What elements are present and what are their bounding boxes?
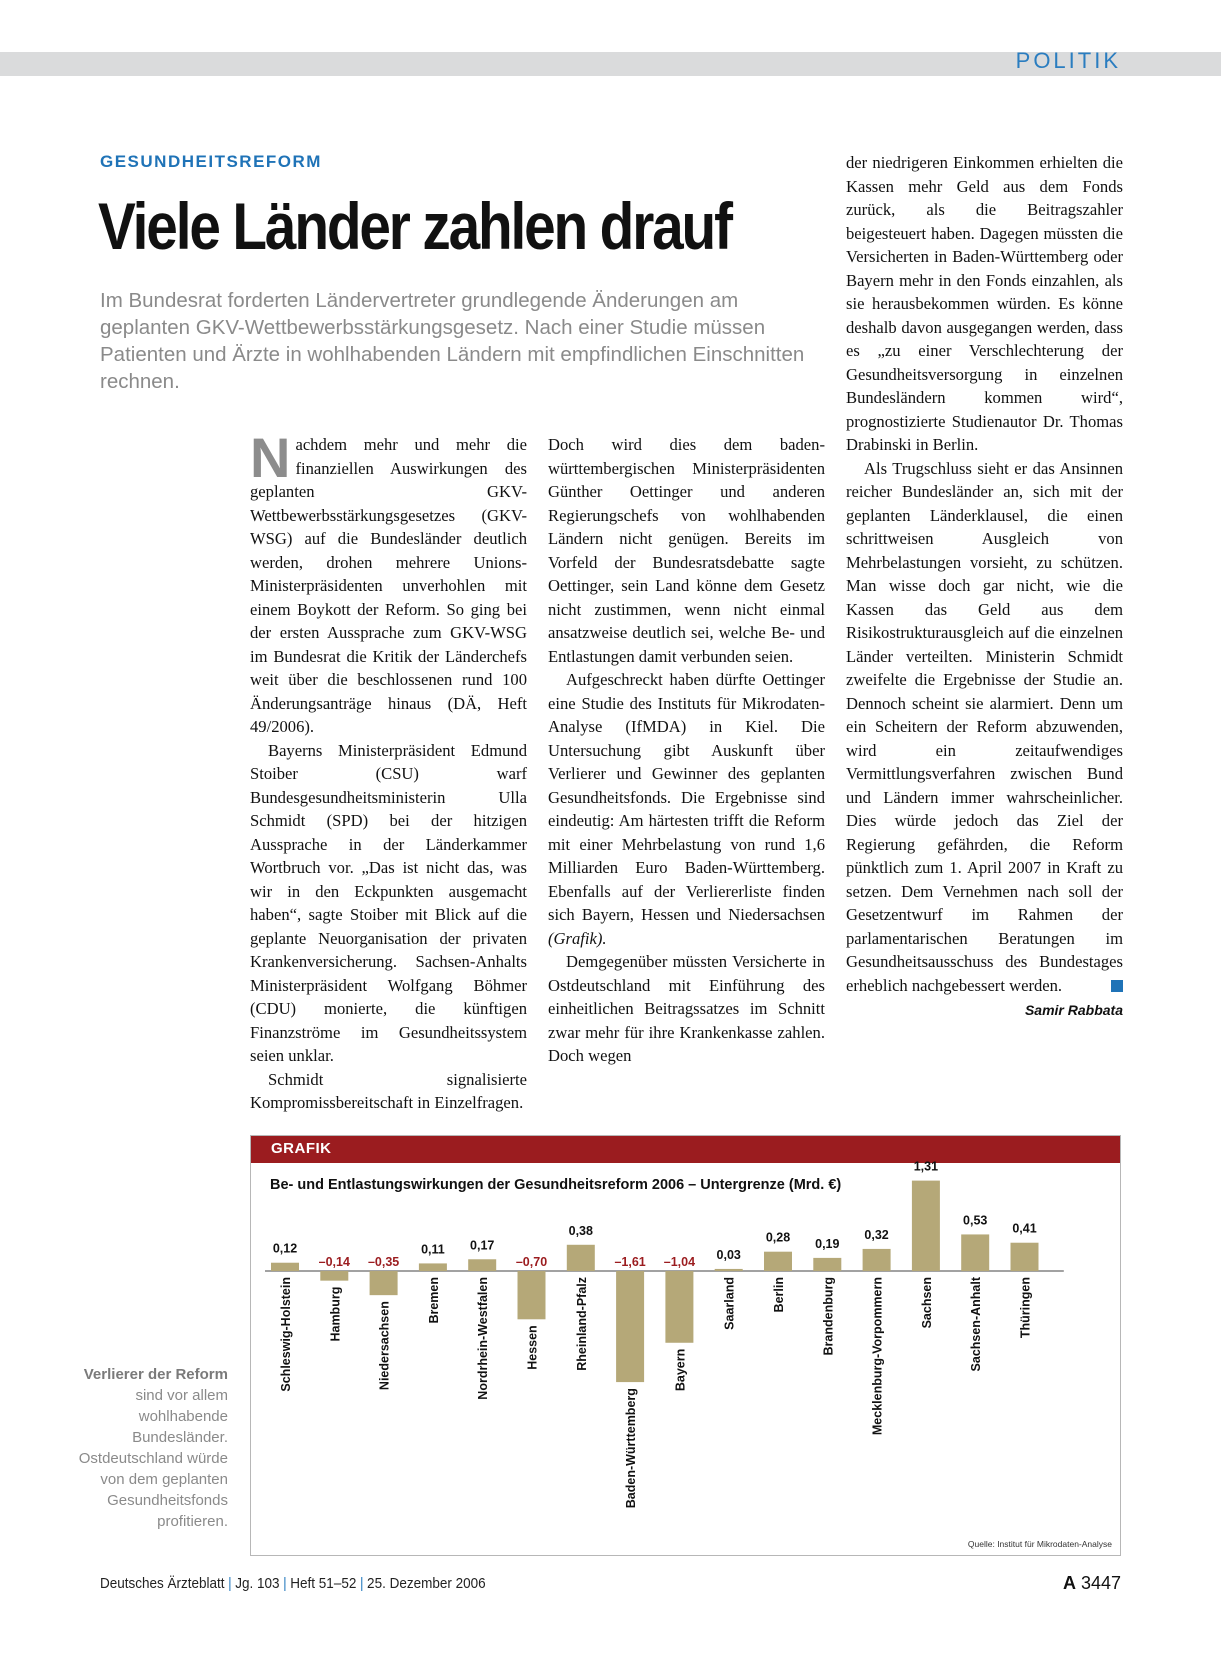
category-label: Hessen	[525, 1325, 540, 1370]
category-label: Hamburg	[328, 1286, 343, 1342]
value-label: 0,41	[1012, 1221, 1037, 1236]
footer-volume: Jg. 103	[235, 1575, 280, 1592]
paragraph: Aufgeschreckt haben dürfte Oettinger eine Studie des Instituts für Mikrodaten-Analyse (IfMDA) in Kiel. Die Untersuchung gibt Auskunft über Verlierer und Gewinner des geplanten Gesundheitsfonds. Die Ergebnisse sind eindeutig: Am härtesten trifft die Reform mit einer Mehrbelastung von rund 1,6 Milliarden Euro Baden-Württemberg. Ebenfalls auf der Verliererliste finden sich Bayern, Hessen und Niedersachsen (Grafik).	[548, 670, 825, 948]
article-column-3	[846, 151, 1123, 1023]
paragraph: Nachdem mehr und mehr die finanziellen Auswirkungen des geplanten GKV-Wettbewerbsstärkungsgesetzes (GKV-WSG) auf die Bundesländer deutlich werden, drohen mehrere Unions-Ministerpräsidenten unverhohlen mit einem Boykott der Reform. So ging bei der ersten Aussprache zum GKV-WSG im Bundesrat die Kritik der Länderchefs weit über die beschlossenen rund 100 Änderungsanträge hinaus (DÄ, Heft 49/2006).	[250, 426, 527, 736]
paragraph: Schmidt signalisierte Kompromissbereitschaft in Einzelfragen.	[250, 1069, 527, 1112]
footer-issue: Heft 51–52	[290, 1575, 357, 1592]
section-label: POLITIK	[1015, 48, 1121, 73]
article-column-2	[548, 433, 825, 1068]
value-label: –0,35	[367, 1255, 400, 1269]
chart-box	[250, 1135, 1121, 1556]
category-label: Mecklenburg-Vorpommern	[870, 1277, 885, 1436]
bar	[813, 1258, 841, 1271]
bar	[567, 1245, 595, 1271]
bar	[320, 1271, 348, 1281]
value-label: 1,31	[913, 1159, 939, 1174]
value-label: –0,14	[318, 1255, 350, 1269]
paragraph: der niedrigeren Einkommen erhielten die Kassen mehr Geld aus dem Fonds zurück, als die Beitragszahler beigesteuert haben. Dagegen müssten die Versicherten in Baden-Württemberg oder Bayern mehr in den Fonds einzahlen, als sie herausbekommen würden. Es könne deshalb davon ausgegangen werden, dass es „zu einer Verschlechterung der Gesundheitsversorgung in einzelnen Bundesländern kommen wird“, prognostizierte Studienautor Dr. Thomas Drabinski in Berlin.	[846, 153, 1123, 454]
value-label: –1,04	[663, 1255, 696, 1269]
bar	[271, 1263, 299, 1271]
value-label: 0,28	[765, 1230, 791, 1245]
chart-source: Quelle: Institut für Mikrodaten-Analyse	[967, 1539, 1112, 1549]
article-headline: Viele Länder zahlen drauf	[98, 189, 731, 263]
bar	[863, 1249, 891, 1271]
category-label: Niedersachsen	[377, 1301, 392, 1391]
bar-chart	[251, 1136, 1120, 1555]
category-label: Brandenburg	[821, 1277, 836, 1356]
category-label: Nordrhein-Westfalen	[476, 1277, 491, 1400]
bar	[764, 1252, 792, 1271]
bar	[912, 1181, 940, 1271]
chart-label: GRAFIK	[271, 1140, 332, 1157]
dropcap: N	[250, 426, 291, 489]
category-label: Rheinland-Pfalz	[574, 1277, 589, 1371]
page-number: A 3447	[1062, 1573, 1121, 1593]
value-label: 0,03	[716, 1247, 741, 1262]
caption-text: sind vor allem wohlhabende Bundesländer. Ostdeutschland würde von dem geplanten Gesundheitsfonds profitieren.	[78, 1387, 228, 1530]
end-mark-icon	[1111, 980, 1123, 992]
grafik-reference: (Grafik).	[548, 928, 607, 948]
category-label: Bayern	[673, 1348, 688, 1392]
category-label: Schleswig-Holstein	[279, 1277, 293, 1392]
bar	[665, 1271, 693, 1343]
chart-caption	[60, 1364, 228, 1532]
bar	[419, 1263, 447, 1271]
category-label: Baden-Württemberg	[624, 1388, 639, 1509]
bar	[518, 1271, 546, 1319]
paragraph: Bayerns Ministerpräsident Edmund Stoiber (CSU) warf Bundesgesundheitsministerin Ulla Schmidt (SPD) bei der hitzigen Aussprache in der Länderkammer Wortbruch vor. „Das ist nicht das, was wir in den Eckpunkten ausgemacht haben“, sagte Stoiber mit Blick auf die geplante Neuorganisation der privaten Krankenversicherung. Sachsen-Anhalts Ministerpräsident Wolfgang Böhmer (CDU) monierte, die künftigen Finanzströme im Gesundheitssystem seien unklar.	[250, 740, 527, 1065]
bar	[468, 1259, 496, 1271]
article-column-1	[250, 426, 527, 1115]
value-label: 0,19	[815, 1236, 840, 1251]
article-lead: Im Bundesrat forderten Ländervertreter grundlegende Änderungen am geplanten GKV-Wettbewerbsstärkungsgesetz. Nach einer Studie müssen Patienten und Ärzte in wohlhabenden Ländern mit empfindlichen Einschnitten rechnen.	[100, 289, 805, 393]
value-label: –0,70	[515, 1255, 548, 1269]
category-label: Sachsen-Anhalt	[969, 1277, 984, 1372]
value-label: 0,53	[963, 1213, 988, 1228]
value-label: 0,17	[470, 1238, 495, 1253]
footer: Deutsches Ärzteblatt | Jg. 103 | Heft 51–52 | 25. Dezember 2006	[100, 1575, 486, 1592]
bar	[1011, 1243, 1039, 1271]
paragraph: Demgegenüber müssten Versicherte in Ostdeutschland mit Einführung des einheitlichen Beitragssatzes im Schnitt zwar mehr für ihre Krankenkasse zahlen. Doch wegen	[548, 952, 825, 1065]
footer-journal: Deutsches Ärzteblatt	[100, 1575, 225, 1592]
chart-title: Be- und Entlastungswirkungen der Gesundheitsreform 2006 – Untergrenze (Mrd. €)	[270, 1177, 842, 1193]
bar	[961, 1234, 989, 1271]
value-label: 0,12	[272, 1241, 298, 1256]
value-label: 0,32	[864, 1227, 889, 1242]
category-label: Bremen	[426, 1277, 441, 1324]
caption-bold: Verlierer der Reform	[83, 1366, 228, 1383]
value-label: 0,38	[568, 1223, 593, 1238]
footer-date: 25. Dezember 2006	[367, 1575, 486, 1592]
category-label: Berlin	[772, 1277, 786, 1313]
category-label: Thüringen	[1018, 1277, 1033, 1339]
category-label: Sachsen	[919, 1277, 934, 1329]
bar	[370, 1271, 398, 1295]
author: Samir Rabbata	[1024, 1002, 1123, 1018]
article-kicker: GESUNDHEITSREFORM	[100, 152, 322, 171]
category-label: Saarland	[722, 1277, 737, 1330]
paragraph: Doch wird dies dem baden-württembergischen Ministerpräsidenten Günther Oettinger und anderen Regierungschefs von wohlhabenden Ländern nicht genügen. Bereits im Vorfeld der Bundesratsdebatte sagte Oettinger, sein Land könne dem Gesetz nicht zustimmen, wenn nicht einmal ansatzweise deutlich sei, welche Be- und Entlastungen damit verbunden seien.	[548, 435, 825, 666]
bar	[616, 1271, 644, 1382]
value-label: 0,11	[421, 1242, 445, 1257]
bar	[715, 1269, 743, 1271]
paragraph: Als Trugschluss sieht er das Ansinnen reicher Bundesländer an, sich mit der geplanten Länderklausel, die einen schrittweisen Ausgleich von Mehrbelastungen vorsieht, zu schützen. Man wisse doch gar nicht, wie die Kassen das Geld aus dem Risikostrukturausgleich auf die einzelnen Länder verteilten. Ministerin Schmidt zweifelte die Ergebnisse der Studie an. Dennoch scheint sie alarmiert. Denn um ein Scheitern der Reform abzuwenden, wird ein zeitaufwendiges Vermittlungsverfahren zwischen Bund und Ländern immer wahrscheinlicher. Dies würde jedoch das Ziel der Regierung gefährden, die Reform pünktlich zum 1. April 2007 in Kraft zu setzen. Dem Vernehmen nach soll der Gesetzentwurf im Rahmen der parlamentarischen Beratungen im Gesundheitsausschuss des Bundestages erheblich nachgebessert werden.	[846, 458, 1123, 995]
value-label: –1,61	[614, 1255, 646, 1269]
